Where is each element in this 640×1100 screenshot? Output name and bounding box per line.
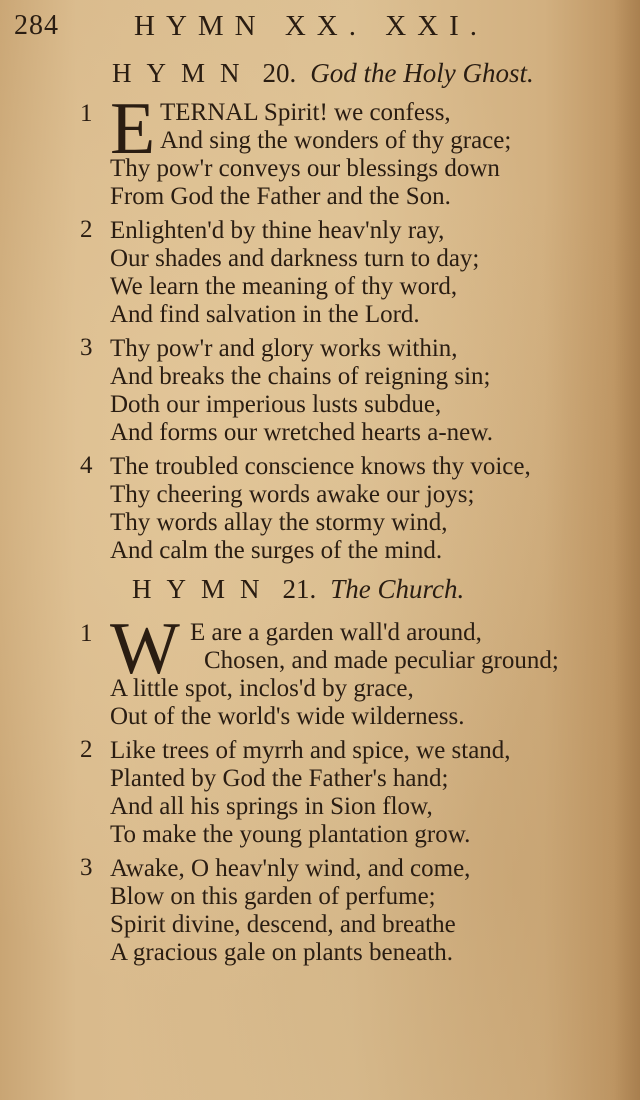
verse-line: A gracious gale on plants beneath. (110, 939, 453, 966)
drop-cap: E (110, 88, 156, 170)
verse-line: And find salvation in the Lord. (110, 301, 420, 328)
hymn-subject: The Church. (330, 574, 465, 604)
verse-line: Like trees of myrrh and spice, we stand, (110, 737, 511, 764)
hymn-number: 20. (262, 58, 297, 88)
verse-line: E are a garden wall'd around, (190, 619, 482, 646)
verse-line: A little spot, inclos'd by grace, (110, 675, 414, 702)
verse-line: And calm the surges of the mind. (110, 537, 443, 564)
verse-line: Spirit divine, descend, and breathe (110, 911, 456, 938)
verse-line: Awake, O heav'nly wind, and come, (110, 855, 471, 882)
running-title: HYMN XX. XXI. (134, 10, 489, 42)
running-head (14, 6, 614, 48)
verse-number: 2 (80, 216, 93, 243)
verse-line: The troubled conscience knows thy voice, (110, 453, 531, 480)
verse-line: From God the Father and the Son. (110, 183, 451, 210)
hymn-number: 21. (282, 574, 317, 604)
verse-line: And breaks the chains of reigning sin; (110, 363, 491, 390)
verse-line: Thy pow'r and glory works within, (110, 335, 458, 362)
verse-line: Doth our imperious lusts subdue, (110, 391, 442, 418)
verse-line: Our shades and darkness turn to day; (110, 245, 480, 272)
drop-cap: W (110, 608, 180, 690)
verse-line: Chosen, and made peculiar ground; (204, 647, 559, 674)
verse-line: Out of the world's wide wilderness. (110, 703, 465, 730)
verse-line: Thy words allay the stormy wind, (110, 509, 448, 536)
hymn-label: HYMN (132, 574, 275, 604)
verse-line: To make the young plantation grow. (110, 821, 471, 848)
verse-number: 2 (80, 736, 93, 763)
verse-line: Planted by God the Father's hand; (110, 765, 449, 792)
hymn-21-heading (132, 574, 464, 605)
verse-number: 3 (80, 334, 93, 361)
page-number: 284 (14, 10, 59, 41)
verse-line: Thy cheering words awake our joys; (110, 481, 475, 508)
verse-line: And sing the wonders of thy grace; (160, 127, 512, 154)
verse-line: Enlighten'd by thine heav'nly ray, (110, 217, 445, 244)
verse-number: 1 (80, 620, 93, 647)
verse-number: 4 (80, 452, 93, 479)
verse-line: TERNAL Spirit! we confess, (160, 99, 451, 126)
verse-line: Blow on this garden of perfume; (110, 883, 436, 910)
verse-line: And forms our wretched hearts a-new. (110, 419, 493, 446)
verse-line: Thy pow'r conveys our blessings down (110, 155, 500, 182)
hymn-label: HYMN (112, 58, 255, 88)
hymn-subject: God the Holy Ghost. (310, 58, 534, 88)
verse-line: And all his springs in Sion flow, (110, 793, 433, 820)
verse-number: 1 (80, 100, 93, 127)
verse-number: 3 (80, 854, 93, 881)
hymn-20-heading (112, 58, 534, 89)
verse-line: We learn the meaning of thy word, (110, 273, 458, 300)
